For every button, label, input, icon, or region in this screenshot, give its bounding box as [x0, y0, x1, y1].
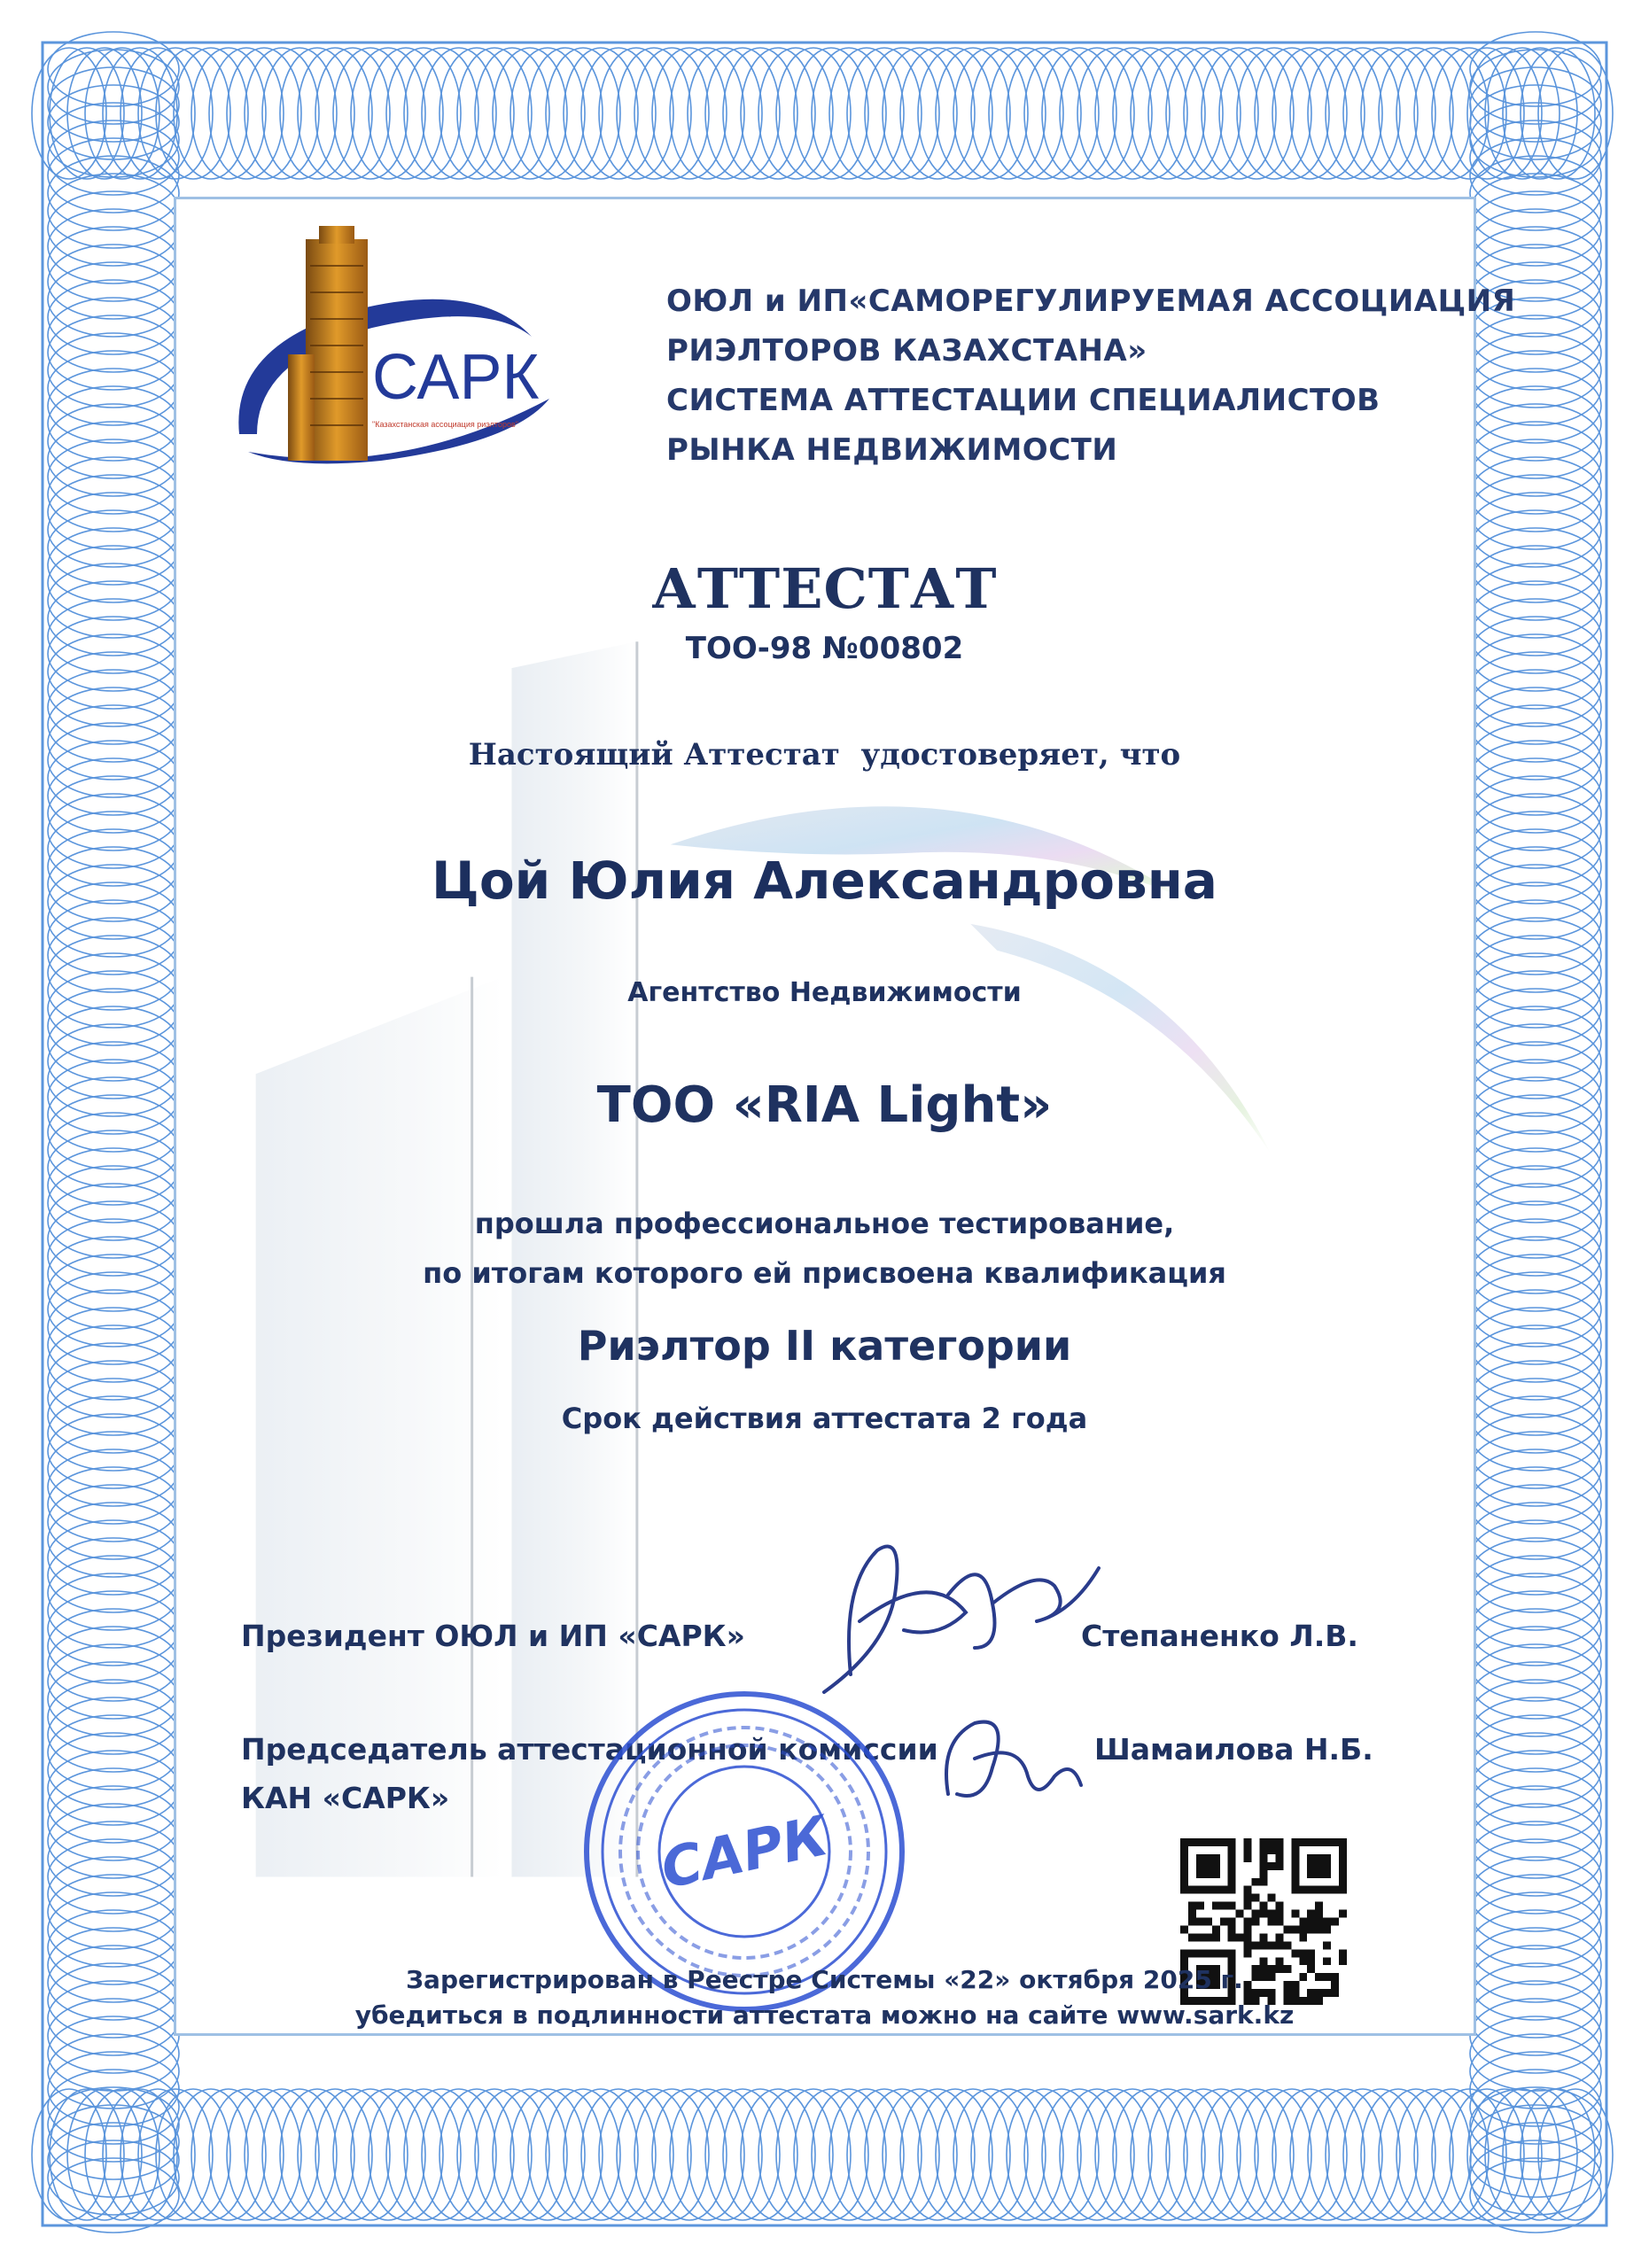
chair-role-org: КАН «САРК»: [241, 1781, 450, 1815]
verification-note: убедиться в подлинности аттестата можно на сайте www.sark.kz: [354, 2000, 1295, 2030]
chair-name: Шамаилова Н.Б.: [1094, 1732, 1373, 1767]
issuer-line: РИЭЛТОРОВ КАЗАХСТАНА»: [666, 333, 1147, 369]
logo-text: САРК: [372, 342, 540, 413]
issuer-line: РЫНКА НЕДВИЖИМОСТИ: [666, 432, 1118, 468]
issuer-line: СИСТЕМА АТТЕСТАЦИИ СПЕЦИАЛИСТОВ: [666, 383, 1381, 418]
issuer-line: ОЮЛ и ИП«САМОРЕГУЛИРУЕМАЯ АССОЦИАЦИЯ: [666, 284, 1516, 319]
logo-caption: "Казахстанская ассоциация риэлторов": [372, 420, 518, 429]
qualification: Риэлтор II категории: [577, 1322, 1072, 1370]
certificate-intro: Настоящий Аттестат удостоверяет, что: [468, 737, 1181, 773]
chair-role: Председатель аттестационной комиссии: [241, 1732, 938, 1767]
president-name: Степаненко Л.В.: [1081, 1619, 1358, 1653]
certificate-title: АТТЕСТАТ: [651, 556, 998, 621]
agency-label: Агентство Недвижимости: [627, 977, 1022, 1008]
certificate-number: ТОО-98 №00802: [685, 631, 964, 666]
issuer-header: [666, 276, 1516, 475]
company-name: ТОО «RIA Light»: [596, 1076, 1053, 1134]
chair-signature: [922, 1688, 1099, 1821]
body-text-line: по итогам которого ей присвоена квалификация: [423, 1256, 1226, 1290]
validity-period: Срок действия аттестата 2 года: [561, 1402, 1088, 1435]
president-role: Президент ОЮЛ и ИП «САРК»: [241, 1619, 745, 1653]
stamp-center-text: САРК: [655, 1803, 834, 1901]
holder-name: Цой Юлия Александровна: [432, 850, 1217, 911]
sark-logo: [222, 221, 576, 487]
registry-note: Зарегистрирован в Реестре Системы «22» октября 2025 г.: [406, 1965, 1243, 1994]
body-text-line: прошла профессиональное тестирование,: [474, 1207, 1175, 1240]
